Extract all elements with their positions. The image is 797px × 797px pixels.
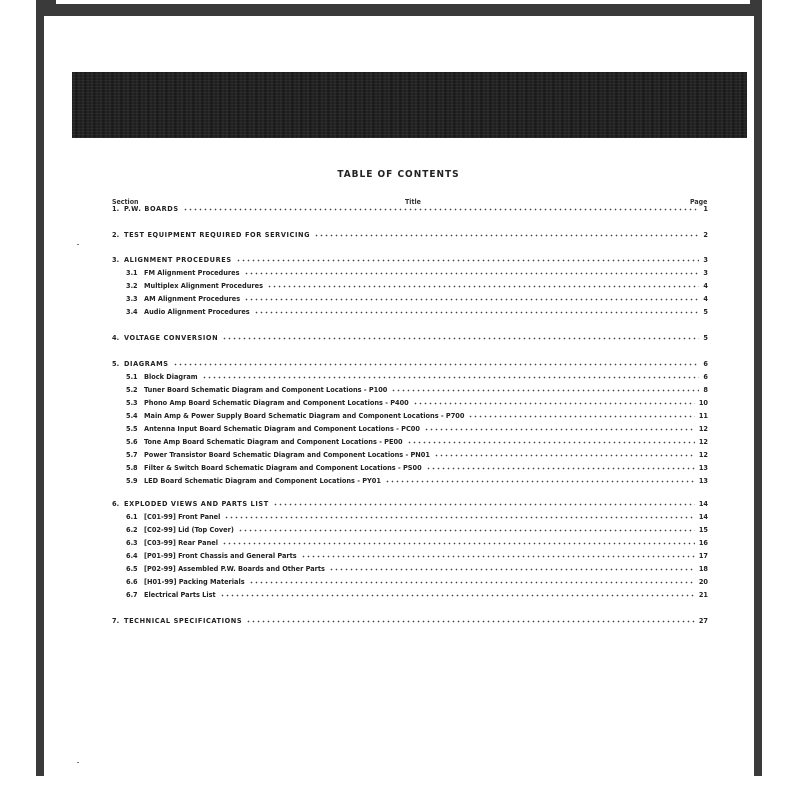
toc-entry-leader-dots xyxy=(254,310,699,315)
toc-entry-number: 5.5 xyxy=(126,424,138,433)
toc-entry-page-number: 6 xyxy=(703,359,708,368)
toc-entry-label: VOLTAGE CONVERSION xyxy=(124,333,219,342)
toc-entry-number: 6.1 xyxy=(126,512,138,521)
toc-entry-number: 5.4 xyxy=(126,411,138,420)
toc-entry-page-number: 27 xyxy=(698,616,708,625)
toc-entry-page-number: 5 xyxy=(703,333,708,342)
toc-entry xyxy=(0,306,797,318)
toc-entry-number: 4. xyxy=(112,333,120,342)
toc-entry-number: 2. xyxy=(112,230,120,239)
toc-entry-number: 6. xyxy=(112,499,120,508)
toc-entry-number: 5.8 xyxy=(126,463,138,472)
toc-entry-label: AM Alignment Procedures xyxy=(144,294,241,303)
toc-entry-number: 6.4 xyxy=(126,551,138,560)
toc-entry-page-number: 14 xyxy=(698,499,708,508)
toc-entry-number: 6.5 xyxy=(126,564,138,573)
column-header-section: Section xyxy=(112,198,139,206)
toc-entry-label: Main Amp & Power Supply Board Schematic Diagram and Component Locations - P700 xyxy=(144,411,465,420)
toc-entry-leader-dots xyxy=(329,567,695,572)
toc-entry-number: 3.2 xyxy=(126,281,138,290)
toc-entry-number: 5.1 xyxy=(126,372,138,381)
toc-entry-page-number: 13 xyxy=(698,463,708,472)
toc-entry-label: FM Alignment Procedures xyxy=(144,268,240,277)
toc-entry-label: Block Diagram xyxy=(144,372,198,381)
toc-entry-number: 5.3 xyxy=(126,398,138,407)
toc-entry-number: 5.9 xyxy=(126,476,138,485)
toc-entry xyxy=(0,203,797,215)
toc-entry-leader-dots xyxy=(407,440,695,445)
toc-entry-label: P.W. BOARDS xyxy=(124,204,179,213)
toc-entry-page-number: 5 xyxy=(703,307,708,316)
toc-entry-leader-dots xyxy=(468,414,695,419)
toc-entry-number: 5.7 xyxy=(126,450,138,459)
toc-entry-leader-dots xyxy=(424,427,695,432)
toc-entry-label: EXPLODED VIEWS AND PARTS LIST xyxy=(124,499,269,508)
toc-entry-label: [P02-99] Assembled P.W. Boards and Other Parts xyxy=(144,564,325,573)
toc-entry-label: TEST EQUIPMENT REQUIRED FOR SERVICING xyxy=(124,230,311,239)
toc-entry-label: Antenna Input Board Schematic Diagram and Component Locations - PC00 xyxy=(144,424,420,433)
toc-entry xyxy=(0,550,797,562)
toc-entry xyxy=(0,524,797,536)
toc-entry-number: 7. xyxy=(112,616,120,625)
toc-entry-number: 3.4 xyxy=(126,307,138,316)
scan-speck xyxy=(77,244,79,245)
toc-entry-page-number: 2 xyxy=(703,230,708,239)
toc-entry-leader-dots xyxy=(267,284,699,289)
toc-entry xyxy=(0,576,797,588)
toc-entry-page-number: 18 xyxy=(698,564,708,573)
toc-entry xyxy=(0,397,797,409)
toc-entry xyxy=(0,371,797,383)
toc-entry-leader-dots xyxy=(391,388,699,393)
toc-entry xyxy=(0,280,797,292)
toc-entry-number: 5.6 xyxy=(126,437,138,446)
toc-entry-label: Multiplex Alignment Procedures xyxy=(144,281,263,290)
toc-entry-number: 3.3 xyxy=(126,294,138,303)
toc-entry-leader-dots xyxy=(244,297,699,302)
toc-entry-leader-dots xyxy=(236,258,699,263)
toc-title: TABLE OF CONTENTS xyxy=(337,169,460,180)
toc-entry-label: LED Board Schematic Diagram and Component Locations - PY01 xyxy=(144,476,381,485)
toc-entry-leader-dots xyxy=(222,336,699,341)
toc-entry-leader-dots xyxy=(238,528,695,533)
toc-entry-label: [C02-99] Lid (Top Cover) xyxy=(144,525,234,534)
toc-entry-number: 5.2 xyxy=(126,385,138,394)
toc-entry-number: 5. xyxy=(112,359,120,368)
toc-entry-page-number: 16 xyxy=(698,538,708,547)
toc-entry-leader-dots xyxy=(434,453,695,458)
toc-entry-label: Phono Amp Board Schematic Diagram and Component Locations - P400 xyxy=(144,398,409,407)
toc-entry-label: ALIGNMENT PROCEDURES xyxy=(124,255,232,264)
toc-entry xyxy=(0,436,797,448)
toc-entry xyxy=(0,563,797,575)
toc-entry-number: 3. xyxy=(112,255,120,264)
toc-entry-leader-dots xyxy=(301,554,695,559)
toc-entry-page-number: 12 xyxy=(698,424,708,433)
toc-entry-leader-dots xyxy=(220,593,695,598)
toc-entry-page-number: 6 xyxy=(703,372,708,381)
toc-entry-leader-dots xyxy=(173,362,699,367)
toc-entry-leader-dots xyxy=(273,502,695,507)
toc-entry-leader-dots xyxy=(202,375,699,380)
toc-entry-label: Audio Alignment Procedures xyxy=(144,307,250,316)
toc-entry-number: 6.6 xyxy=(126,577,138,586)
previous-page-edge xyxy=(56,0,750,4)
toc-entry-label: Electrical Parts List xyxy=(144,590,216,599)
toc-entry xyxy=(0,332,797,344)
toc-entry xyxy=(0,498,797,510)
toc-entry xyxy=(0,589,797,601)
toc-entry-leader-dots xyxy=(244,271,699,276)
toc-entry-leader-dots xyxy=(183,207,699,212)
toc-entry-page-number: 8 xyxy=(703,385,708,394)
toc-entry xyxy=(0,293,797,305)
toc-entry-number: 6.2 xyxy=(126,525,138,534)
toc-entry-leader-dots xyxy=(413,401,695,406)
toc-entry-page-number: 3 xyxy=(703,268,708,277)
toc-entry-number: 6.3 xyxy=(126,538,138,547)
toc-entry-page-number: 4 xyxy=(703,294,708,303)
toc-entry-label: [H01-99] Packing Materials xyxy=(144,577,245,586)
toc-entry xyxy=(0,384,797,396)
toc-entry-page-number: 21 xyxy=(698,590,708,599)
toc-entry-page-number: 13 xyxy=(698,476,708,485)
toc-entry xyxy=(0,267,797,279)
toc-entry-leader-dots xyxy=(426,466,695,471)
toc-entry-label: Filter & Switch Board Schematic Diagram and Component Locations - PS00 xyxy=(144,463,422,472)
toc-entry xyxy=(0,423,797,435)
toc-entry-number: 1. xyxy=(112,204,120,213)
toc-entry xyxy=(0,410,797,422)
toc-entry-page-number: 3 xyxy=(703,255,708,264)
toc-entry-leader-dots xyxy=(385,479,695,484)
toc-entry xyxy=(0,449,797,461)
toc-entry-label: Power Transistor Board Schematic Diagram and Component Locations - PN01 xyxy=(144,450,430,459)
toc-entry-leader-dots xyxy=(246,619,695,624)
column-header-title: Title xyxy=(405,198,421,206)
toc-entry xyxy=(0,462,797,474)
toc-entry xyxy=(0,358,797,370)
toc-entry-page-number: 20 xyxy=(698,577,708,586)
toc-entry-label: TECHNICAL SPECIFICATIONS xyxy=(124,616,243,625)
toc-entry-leader-dots xyxy=(249,580,695,585)
toc-entry-label: DIAGRAMS xyxy=(124,359,169,368)
scan-speck xyxy=(77,762,79,763)
toc-entry-page-number: 12 xyxy=(698,437,708,446)
toc-entry-leader-dots xyxy=(314,233,699,238)
toc-entry-number: 3.1 xyxy=(126,268,138,277)
toc-entry-page-number: 10 xyxy=(698,398,708,407)
scanned-header-band xyxy=(72,72,747,138)
toc-entry-page-number: 17 xyxy=(698,551,708,560)
toc-entry xyxy=(0,511,797,523)
toc-entry xyxy=(0,229,797,241)
toc-entry-page-number: 15 xyxy=(698,525,708,534)
toc-entry-label: Tone Amp Board Schematic Diagram and Component Locations - PE00 xyxy=(144,437,403,446)
toc-entry-page-number: 14 xyxy=(698,512,708,521)
toc-entry xyxy=(0,254,797,266)
toc-entry-page-number: 12 xyxy=(698,450,708,459)
column-header-page: Page xyxy=(690,198,708,206)
toc-entry-page-number: 1 xyxy=(703,204,708,213)
toc-entry-label: [P01-99] Front Chassis and General Parts xyxy=(144,551,297,560)
toc-entry-leader-dots xyxy=(224,515,695,520)
toc-entry-leader-dots xyxy=(222,541,695,546)
toc-entry-page-number: 11 xyxy=(698,411,708,420)
toc-entry-label: Tuner Board Schematic Diagram and Component Locations - P100 xyxy=(144,385,388,394)
toc-entry-label: [C03-99] Rear Panel xyxy=(144,538,218,547)
toc-entry-label: [C01-99] Front Panel xyxy=(144,512,221,521)
toc-entry xyxy=(0,615,797,627)
toc-entry-number: 6.7 xyxy=(126,590,138,599)
toc-entry xyxy=(0,475,797,487)
toc-entry-page-number: 4 xyxy=(703,281,708,290)
toc-entry xyxy=(0,537,797,549)
